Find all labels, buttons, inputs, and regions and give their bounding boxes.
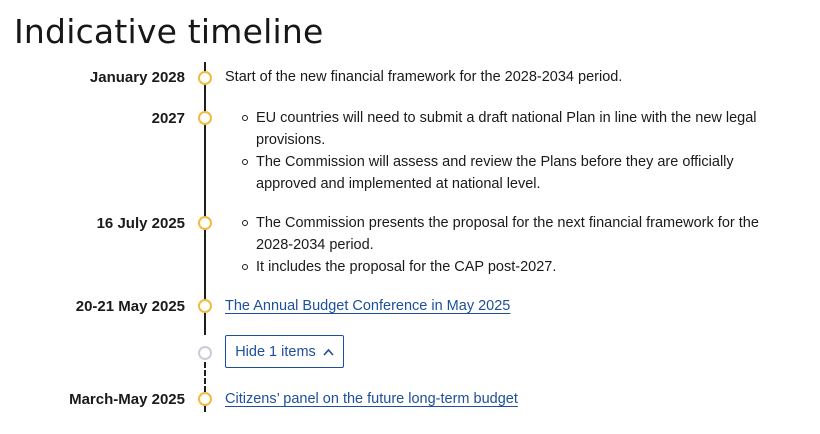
timeline-dot bbox=[198, 299, 212, 313]
list-item: The Commission will assess and review the Plans before they are officially approved and implemented at national level. bbox=[225, 151, 785, 195]
timeline-date: 2027 bbox=[151, 110, 185, 127]
timeline-date: March-May 2025 bbox=[69, 391, 185, 408]
citizens-panel-link[interactable]: Citizens’ panel on the future long-term budget bbox=[225, 391, 518, 407]
timeline-date: 20-21 May 2025 bbox=[75, 298, 185, 315]
annual-budget-conference-link[interactable]: The Annual Budget Conference in May 2025 bbox=[225, 298, 511, 314]
timeline-link[interactable] bbox=[225, 391, 518, 407]
timeline-date: January 2028 bbox=[89, 69, 185, 86]
timeline-line-dashed bbox=[204, 362, 206, 392]
hide-items-label: Hide 1 items bbox=[235, 343, 316, 360]
timeline-bullet-list bbox=[225, 107, 785, 195]
timeline-link[interactable] bbox=[225, 298, 510, 314]
list-item: EU countries will need to submit a draft national Plan in line with the new legal provisions. bbox=[225, 107, 785, 151]
chevron-up-icon bbox=[323, 348, 334, 356]
timeline-dot bbox=[198, 216, 212, 230]
hide-items-button[interactable] bbox=[225, 335, 344, 368]
timeline-dot bbox=[198, 392, 212, 406]
list-item: The Commission presents the proposal for the next financial framework for the 2028-2034 period. bbox=[225, 212, 785, 256]
list-item: It includes the proposal for the CAP post-2027. bbox=[225, 256, 785, 278]
timeline-date: 16 July 2025 bbox=[96, 215, 185, 232]
timeline-bullet-list bbox=[225, 212, 785, 278]
timeline-dot-collapsed bbox=[198, 346, 212, 360]
timeline-dot bbox=[198, 71, 212, 85]
timeline-line-dashed bbox=[204, 317, 206, 335]
page-title: Indicative timeline bbox=[14, 12, 324, 51]
timeline-text: Start of the new financial framework for the 2028-2034 period. bbox=[225, 69, 623, 85]
timeline-dot bbox=[198, 111, 212, 125]
